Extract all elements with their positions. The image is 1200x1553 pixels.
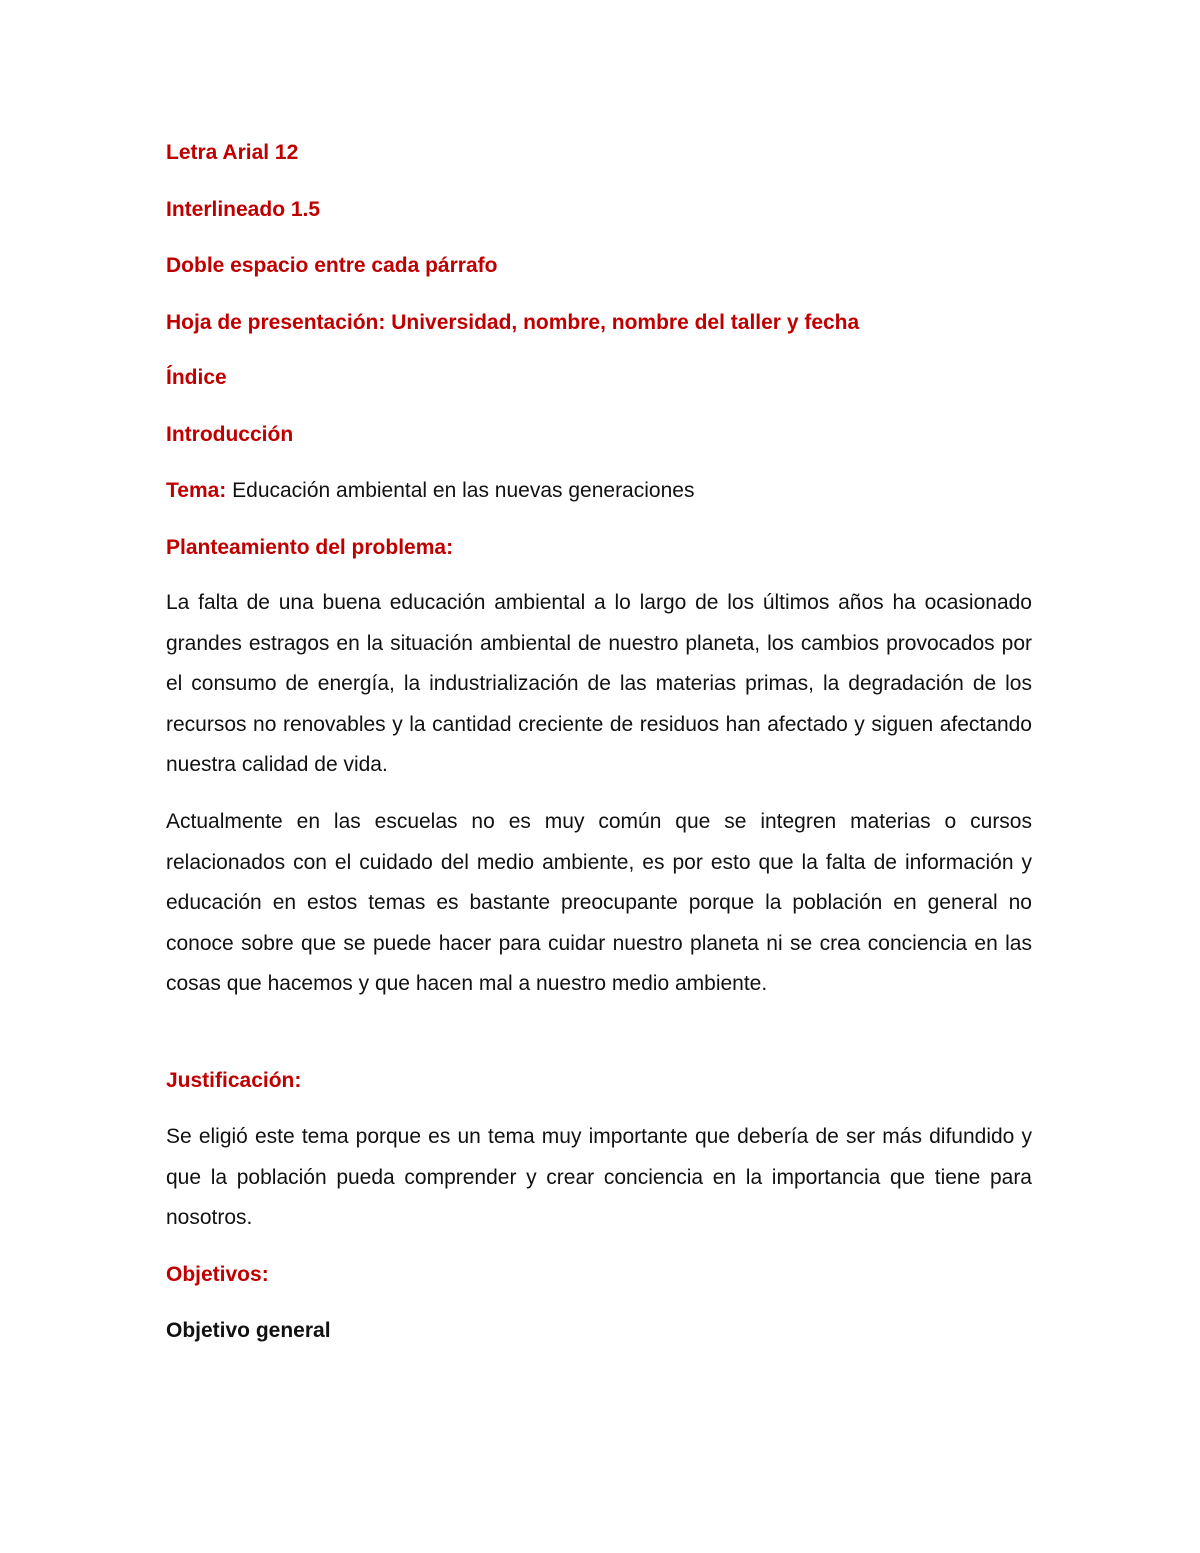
spacing-requirement: Interlineado 1.5	[166, 198, 321, 221]
objetivo-general-heading: Objetivo general	[166, 1319, 331, 1342]
tema-line	[166, 474, 694, 508]
planteamiento-paragraph-2: Actualmente en las escuelas no es muy común que se integren materias o cursos relacionados con el cuidado del medio ambiente, es por esto que la falta de información y educación en estos temas es bastante preocupante porque la población en general no conoce sobre que se puede hacer para cuidar nuestro planeta ni se crea conciencia en las cosas que hacemos y que hacen mal a nuestro medio ambiente.	[166, 810, 1032, 996]
tema-label: Tema:	[166, 479, 227, 502]
objetivos-heading: Objetivos:	[166, 1263, 269, 1286]
index-heading: Índice	[166, 366, 227, 389]
planteamiento-paragraph-1: La falta de una buena educación ambiental a lo largo de los últimos años ha ocasionado grandes estragos en la situación ambiental de nuestro planeta, los cambios provocados por el consumo de energía, la industrialización de las materias primas, la degradación de los recursos no renovables y la cantidad creciente de residuos han afectado y siguen afectando nuestra calidad de vida.	[166, 591, 1032, 777]
intro-heading: Introducción	[166, 423, 294, 446]
planteamiento-heading: Planteamiento del problema:	[166, 536, 454, 559]
cover-requirement: Hoja de presentación: Universidad, nombre, nombre del taller y fecha	[166, 311, 860, 334]
font-requirement: Letra Arial 12	[166, 141, 299, 164]
tema-value: Educación ambiental en las nuevas generaciones	[226, 479, 695, 502]
justificacion-heading: Justificación:	[166, 1069, 302, 1092]
justificacion-paragraph: Se eligió este tema porque es un tema muy importante que debería de ser más difundido y que la población pueda comprender y crear conciencia en la importancia que tiene para nosotros.	[166, 1125, 1032, 1230]
paragraph-spacing-requirement: Doble espacio entre cada párrafo	[166, 254, 498, 277]
